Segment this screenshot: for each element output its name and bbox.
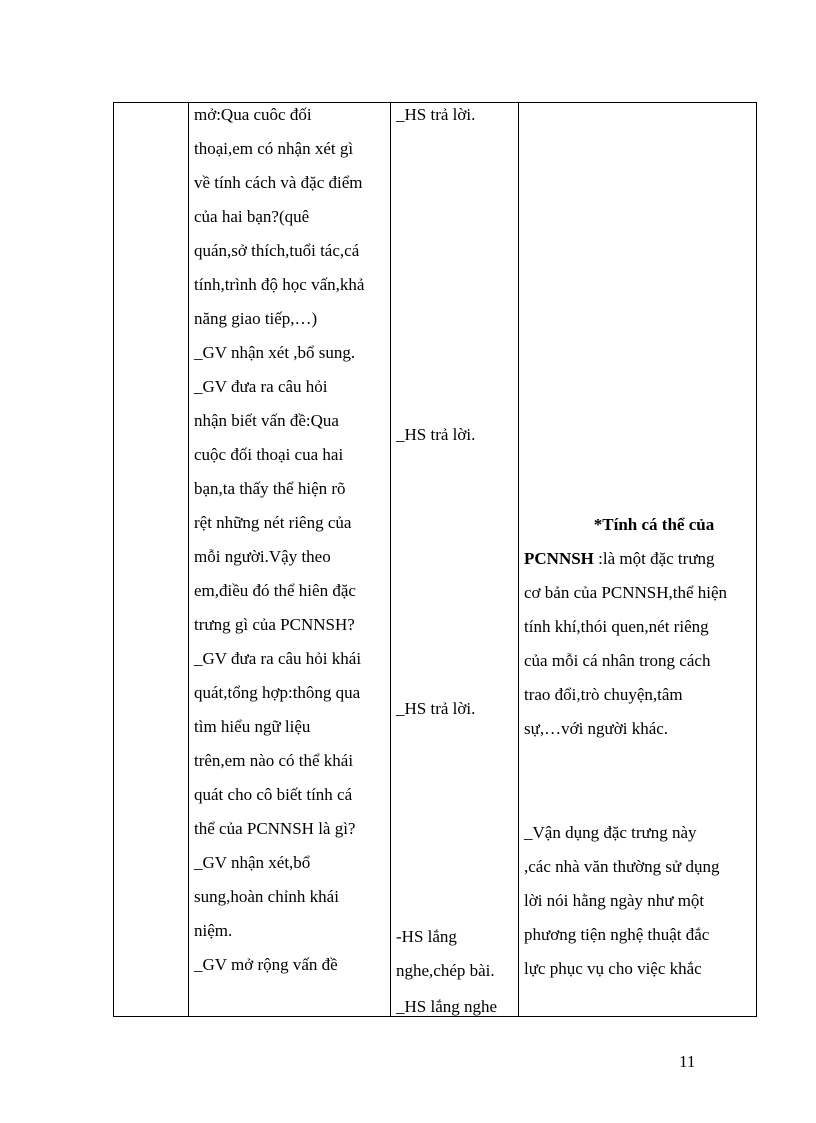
section-heading: *Tính cá thể của [593,515,715,534]
text-line: trưng gì của PCNNSH? [194,615,355,634]
text-line: tìm hiểu ngữ liệu [194,717,311,736]
content-cell [524,816,754,986]
student-activity-text: _HS trả lời. [396,105,476,124]
text-line: trao đổi,trò chuyện,tâm [524,685,683,704]
text-line: của mỗi cá nhân trong cách [524,651,711,670]
text-line: -HS lắng [396,927,457,946]
text-line: ,các nhà văn thường sử dụng [524,857,720,876]
definition-text: :là một đặc trưng [593,549,715,568]
student-activity-text [396,920,514,988]
student-activity-text: _HS lắng nghe [396,997,498,1016]
text-line: thể của PCNNSH là gì? [194,819,356,838]
text-line: nghe,chép bài. [396,961,495,980]
table-col-border [113,102,114,1017]
text-line: _Vận dụng đặc trưng này [524,823,697,842]
table-col-border [188,102,189,1017]
text-line: _GV đưa ra câu hỏi [194,377,328,396]
text-line: cơ bản của PCNNSH,thể hiện [524,583,728,602]
table-col-border [390,102,391,1017]
text-line: em,điều đó thể hiên đặc [194,581,356,600]
text-line: _GV đưa ra câu hỏi khái [194,649,362,668]
table-col-border [518,102,519,1017]
term: PCNNSH [524,549,594,568]
text-line: niệm. [194,921,233,940]
student-activity-text: _HS trả lời. [396,699,476,718]
text-line: _GV nhận xét ,bổ sung. [194,343,356,362]
content-cell [524,508,754,746]
text-line: phương tiện nghệ thuật đắc [524,925,710,944]
text-line: về tính cách và đặc điểm [194,173,363,192]
text-line: quán,sở thích,tuổi tác,cá [194,241,360,260]
text-line: bạn,ta thấy thể hiện rõ [194,479,346,498]
text-line: nhận biết vấn đề:Qua [194,411,339,430]
text-line: rệt những nét riêng của [194,513,352,532]
teacher-activity-cell [194,98,386,982]
text-line: _GV nhận xét,bổ [194,853,311,872]
student-activity-text: _HS trả lời. [396,425,476,444]
definition-first-line [524,542,754,576]
text-line: lực phục vụ cho việc khắc [524,959,702,978]
text-line: quát,tổng hợp:thông qua [194,683,361,702]
text-line: sung,hoàn chỉnh khái [194,887,339,906]
text-line: của hai bạn?(quê [194,207,310,226]
text-line: tính khí,thói quen,nét riêng [524,617,709,636]
text-line: _GV mở rộng vấn đề [194,955,338,974]
text-line: quát cho cô biết tính cá [194,785,353,804]
text-line: mỗi người.Vậy theo [194,547,331,566]
text-line: mở:Qua cuôc đối [194,105,312,124]
table-col-border [756,102,757,1017]
text-line: năng giao tiếp,…) [194,309,318,328]
text-line: thoại,em có nhận xét gì [194,139,354,158]
text-line: sự,…với người khác. [524,719,669,738]
text-line: trên,em nào có thể khái [194,751,354,770]
text-line: lời nói hằng ngày như một [524,891,705,910]
page-number: 11 [679,1052,696,1071]
text-line: cuộc đối thoại cua hai [194,445,344,464]
text-line: tính,trình độ học vấn,khả [194,275,365,294]
